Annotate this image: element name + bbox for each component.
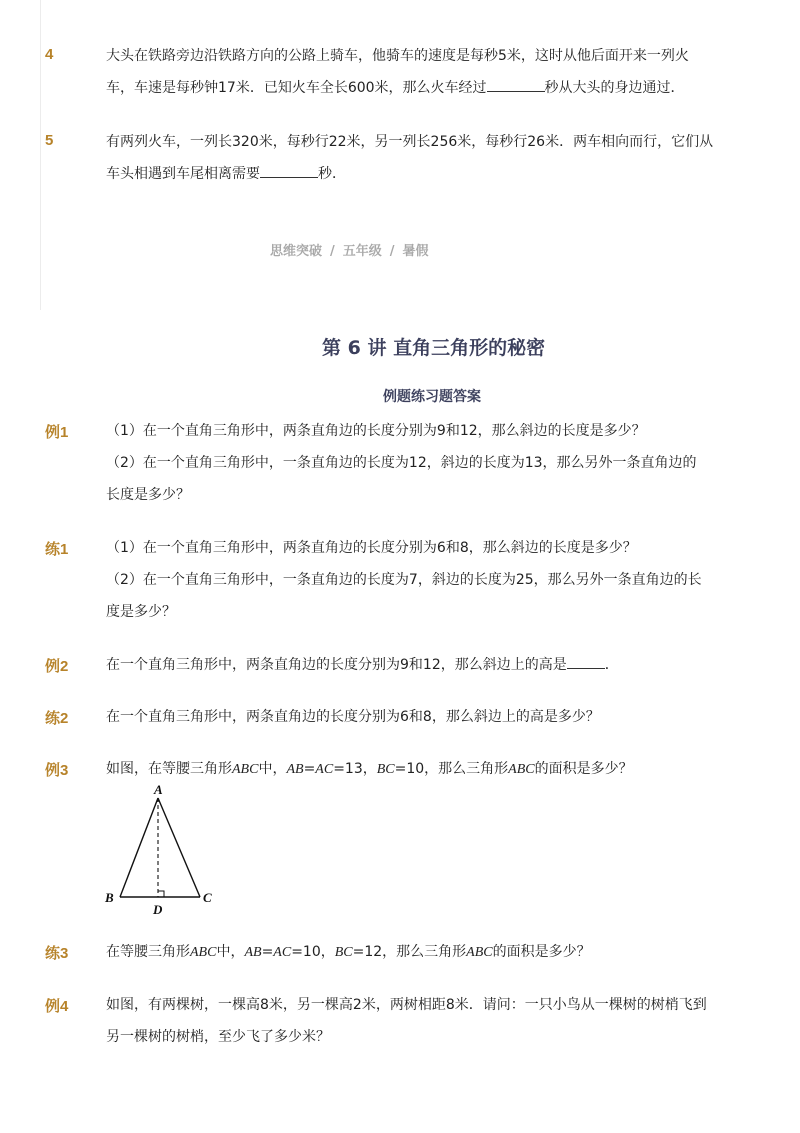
math-var: ABC [190,945,217,960]
question-number: 5 [45,132,54,149]
practice-text [106,532,716,628]
text-fragment: =13， [333,761,377,777]
example-line [106,649,716,681]
footer-book: 思维突破 [270,244,323,259]
example-label: 例1 [45,424,69,441]
math-var: AB [286,762,304,777]
vertex-label-b: B [105,890,114,905]
text-fragment: 的面积是多少？ [534,761,633,777]
side-ab [120,798,158,897]
text-fragment: 中， [258,761,287,777]
example-text [106,989,716,1053]
text-fragment: = [303,761,316,777]
triangle-figure [100,780,230,920]
foot-label-d: D [153,902,163,917]
text-fragment: 在等腰三角形 [106,944,190,960]
section-title: 例题练习题答案 [383,389,481,405]
text-fragment: =10， [291,944,335,960]
footer-term: 暑假 [402,244,429,259]
example-label: 例2 [45,658,69,675]
answer-blank [260,161,318,178]
practice-line: 度是多少？ [106,604,176,620]
footer-separator: / [389,244,395,259]
example-line: 长度是多少？ [106,487,190,503]
vertex-label-a: A [154,782,163,797]
left-margin-rule [40,0,41,310]
practice-text [106,936,716,969]
text-fragment: 在一个直角三角形中，两条直角边的长度分别为9和12，那么斜边上的高是 [106,657,567,673]
practice-label: 练3 [45,945,69,962]
side-ac [158,798,200,897]
example-line: 另一棵树的树梢，至少飞了多少米？ [106,1029,330,1045]
math-var: AC [273,945,292,960]
example-text [106,649,716,681]
practice-label: 练1 [45,541,69,558]
math-var: ABC [508,762,535,777]
practice-line: 在一个直角三角形中，两条直角边的长度分别为6和8，那么斜边上的高是多少？ [106,709,600,725]
math-var: BC [334,945,353,960]
question-number: 4 [45,46,54,63]
question-text [106,126,716,190]
example-label: 例4 [45,998,69,1015]
text-fragment: 如图，在等腰三角形 [106,761,232,777]
practice-text [106,701,716,733]
practice-line: （2）在一个直角三角形中，一条直角边的长度为7，斜边的长度为25，那么另外一条直角边的长 [106,572,702,588]
right-angle-mark [158,891,164,897]
example-line: （2）在一个直角三角形中，一条直角边的长度为12，斜边的长度为13，那么另外一条直角边的 [106,455,697,471]
text-fragment: 车，车速是每秒钟17米．已知火车全长600米，那么火车经过 [106,80,487,96]
text-fragment: 秒从大头的身边通过． [544,80,685,96]
answer-blank [567,652,605,669]
text-fragment: 的面积是多少？ [492,944,591,960]
footer-grade: 五年级 [342,244,382,259]
page-footer [0,240,800,259]
example-line: 如图，有两棵树，一棵高8米，另一棵高2米，两树相距8米．请问：一只小鸟从一棵树的树梢飞到 [106,997,707,1013]
math-var: ABC [466,945,493,960]
text-fragment: =10，那么三角形 [394,761,509,777]
text-fragment: ． [604,657,619,673]
math-var: BC [376,762,395,777]
answer-blank [487,75,545,92]
math-var: AB [244,945,262,960]
example-line: （1）在一个直角三角形中，两条直角边的长度分别为9和12，那么斜边的长度是多少？ [106,423,646,439]
text-fragment: 车头相遇到车尾相离需要 [106,166,260,182]
question-text [106,40,716,104]
lecture-title: 第 6 讲 直角三角形的秘密 [322,337,546,359]
practice-line: （1）在一个直角三角形中，两条直角边的长度分别为6和8，那么斜边的长度是多少？ [106,540,637,556]
example-text [106,415,716,511]
math-var: AC [315,762,334,777]
footer-separator: / [330,244,335,259]
practice-line [106,936,716,969]
question-line: 大头在铁路旁边沿铁路方向的公路上骑车，他骑车的速度是每秒5米，这时从他后面开来一列火 [106,48,689,64]
text-fragment: 中， [216,944,245,960]
text-fragment: = [261,944,274,960]
question-line [106,158,716,190]
text-fragment: =12，那么三角形 [352,944,467,960]
question-line: 有两列火车，一列长320米，每秒行22米，另一列长256米，每秒行26米．两车相向而行，它们从 [106,134,714,150]
vertex-label-c: C [203,890,212,905]
question-line [106,72,716,104]
example-label: 例3 [45,762,69,779]
math-var: ABC [232,762,259,777]
practice-label: 练2 [45,710,69,727]
text-fragment: 秒． [318,166,346,182]
